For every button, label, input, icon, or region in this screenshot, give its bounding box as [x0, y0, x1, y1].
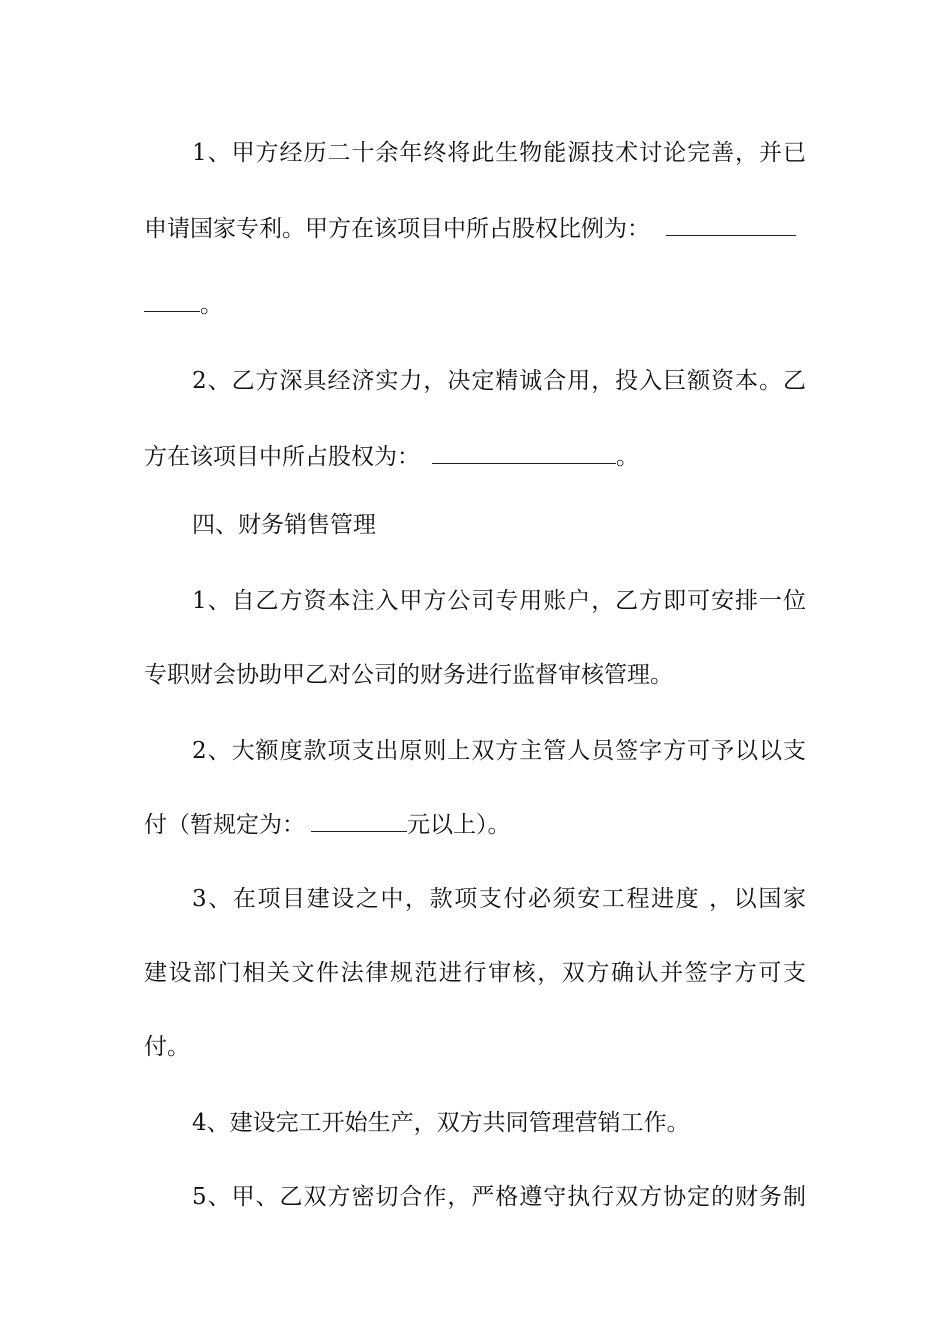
finance-clause-2-line-1: 2、大额度款项支出原则上双方主管人员签字方可予以以支 — [192, 738, 806, 764]
clause-1-line-3 — [144, 285, 806, 325]
clause-1-line-3-text: 。 — [200, 292, 223, 318]
finance-clause-2-line-2-text: 付（暂规定为： — [144, 812, 305, 838]
clause-2-line-2-end: 。 — [616, 444, 639, 470]
clause-2-line-1: 2、乙方深具经济实力，决定精诚合用，投入巨额资本。乙 — [192, 368, 806, 394]
clause-2-line-2-text: 方在该项目中所占股权为： — [144, 444, 420, 470]
amount-threshold-blank — [311, 811, 407, 832]
finance-clause-2-line-2-end: 元以上）。 — [407, 812, 511, 838]
equity-share-blank — [432, 443, 616, 464]
clause-1-line-2-text: 申请国家专利。甲方在该项目中所占股权比例为： — [144, 216, 650, 242]
finance-clause-1-line-1: 1、自乙方资本注入甲方公司专用账户，乙方即可安排一位 — [192, 588, 806, 614]
finance-clause-3-line-3: 付。 — [144, 1034, 190, 1060]
clause-2-line-2 — [144, 437, 806, 477]
finance-clause-2-line-2 — [144, 805, 806, 845]
equity-ratio-blank-continued — [144, 291, 200, 312]
finance-clause-1-line-2: 专职财会协助甲乙对公司的财务进行监督审核管理。 — [144, 662, 673, 688]
finance-clause-3-line-2: 建设部门相关文件法律规范进行审核，双方确认并签字方可支 — [144, 960, 806, 986]
clause-1-line-2 — [144, 209, 806, 249]
finance-clause-3-line-1: 3、在项目建设之中，款项支付必须安工程进度 ，以国家 — [192, 886, 806, 912]
finance-clause-5-line-1: 5、甲、乙双方密切合作，严格遵守执行双方协定的财务制 — [192, 1184, 806, 1210]
equity-ratio-blank — [666, 215, 796, 236]
section-heading-finance-sales: 四、财务销售管理 — [192, 512, 376, 538]
finance-clause-4-line-1: 4、建设完工开始生产，双方共同管理营销工作。 — [192, 1110, 690, 1136]
clause-1-line-1: 1、甲方经历二十余年终将此生物能源技术讨论完善，并已 — [192, 140, 806, 166]
